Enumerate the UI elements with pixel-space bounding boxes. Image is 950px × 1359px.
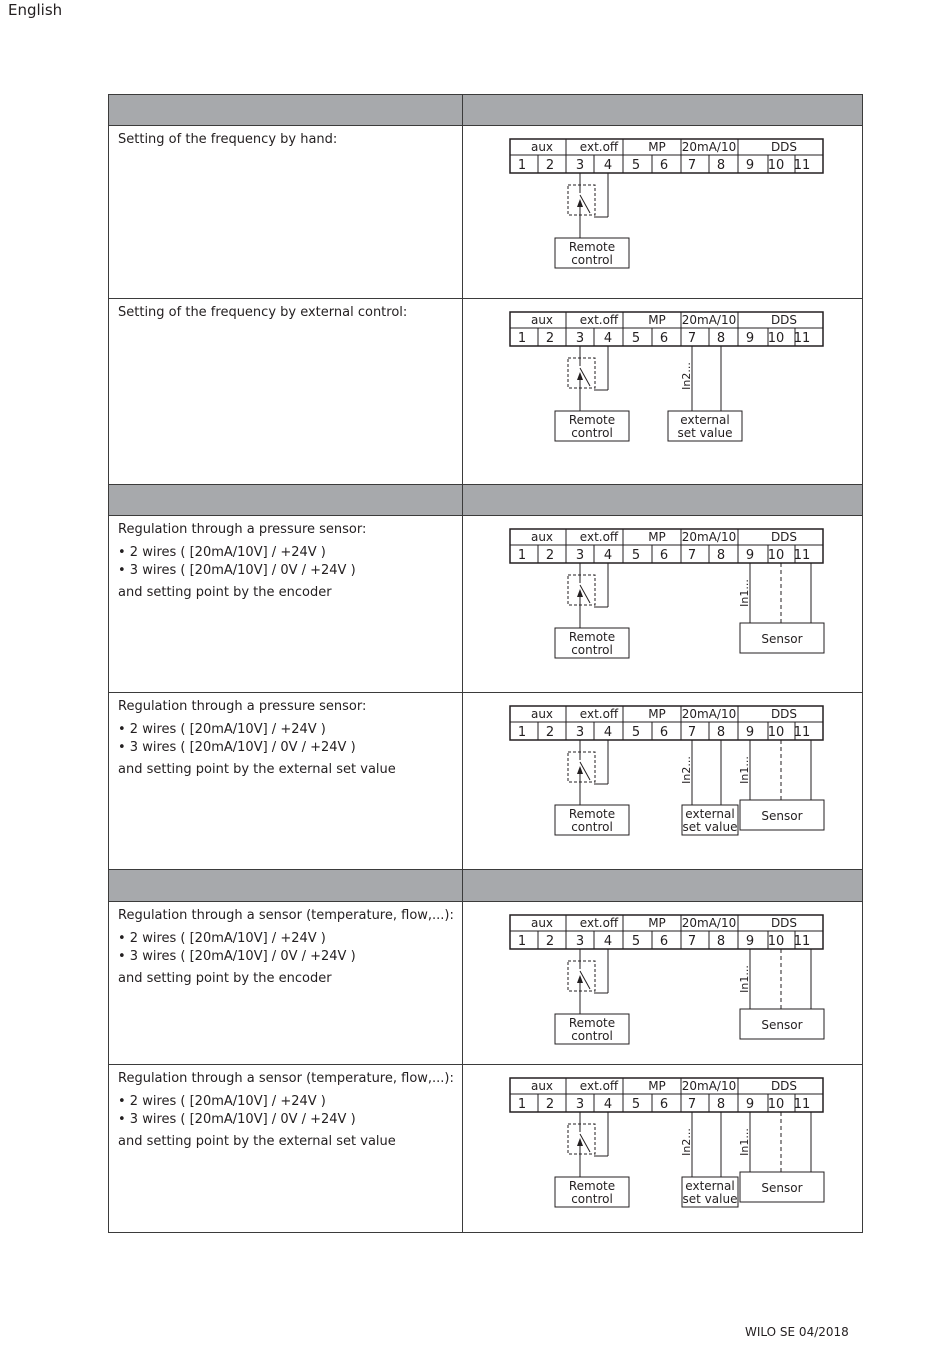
remote-control-label: Remote — [568, 1016, 616, 1030]
terminal-number: 5 — [631, 1097, 641, 1112]
content-row — [109, 1065, 863, 1233]
sensor-wiring — [738, 1112, 824, 1202]
terminal-group-label: 20mA/10 — [681, 530, 737, 544]
terminal-number: 6 — [659, 934, 669, 949]
terminal-group-label: MP — [648, 313, 666, 327]
in1-label: In1... — [738, 1128, 751, 1156]
terminal-number: 1 — [517, 158, 527, 173]
terminal-number: 2 — [545, 331, 555, 346]
remote-control-label: control — [571, 820, 613, 834]
description-cell — [109, 902, 463, 1065]
header-cell — [463, 870, 863, 902]
terminal-number: 2 — [545, 725, 555, 740]
terminal-number: 7 — [687, 934, 697, 949]
terminal-group-label: MP — [648, 1079, 666, 1093]
external-set-value-label: external — [685, 807, 735, 821]
language-label: English — [8, 1, 63, 19]
terminal-number: 10 — [767, 934, 785, 949]
footer-text: WILO SE 04/2018 — [745, 1325, 849, 1339]
wiring-table — [108, 94, 863, 1233]
remote-control-label: control — [571, 1192, 613, 1206]
content-row — [109, 693, 863, 870]
terminal-number: 4 — [603, 1097, 613, 1112]
terminal-group-label: ext.off — [579, 530, 619, 544]
remote-control-label: Remote — [568, 807, 616, 821]
external-set-value-label: set value — [682, 1192, 738, 1206]
terminal-block — [510, 529, 823, 563]
sensor-wiring — [738, 949, 824, 1039]
terminal-group-label: ext.off — [579, 707, 619, 721]
terminal-number: 9 — [745, 331, 755, 346]
in2-label: In2... — [680, 362, 693, 390]
terminal-number: 6 — [659, 331, 669, 346]
terminal-group-label: DDS — [770, 140, 798, 154]
terminal-group-label: aux — [530, 707, 554, 721]
terminal-number: 6 — [659, 548, 669, 563]
terminal-group-label: DDS — [770, 530, 798, 544]
wiring-diagram-cell — [463, 299, 863, 485]
wire-option: • 3 wires ( [20mA/10V] / 0V / +24V ) — [118, 949, 356, 964]
terminal-number: 10 — [767, 158, 785, 173]
description-cell — [109, 126, 463, 299]
wire-options — [118, 721, 462, 757]
terminal-number: 4 — [603, 158, 613, 173]
terminal-group-label: ext.off — [579, 916, 619, 930]
wire-option: • 3 wires ( [20mA/10V] / 0V / +24V ) — [118, 1112, 356, 1127]
terminal-group-label: 20mA/10 — [681, 916, 737, 930]
content-row — [109, 516, 863, 693]
external-set-value-label: set value — [677, 426, 733, 440]
wire-options — [118, 930, 462, 966]
terminal-number: 3 — [575, 158, 585, 173]
wire-option: • 2 wires ( [20mA/10V] / +24V ) — [118, 722, 326, 737]
terminal-number: 10 — [767, 548, 785, 563]
wiring-diagram-cell — [463, 1065, 863, 1233]
remote-control-label: control — [571, 1029, 613, 1043]
remote-control-label: Remote — [568, 630, 616, 644]
terminal-number: 5 — [631, 934, 641, 949]
terminal-number: 5 — [631, 548, 641, 563]
header-cell — [463, 485, 863, 516]
terminal-number: 5 — [631, 331, 641, 346]
description-lead: Regulation through a sensor (temperature, flow,...): — [118, 1071, 454, 1086]
content-row — [109, 299, 863, 485]
terminal-number: 10 — [767, 1097, 785, 1112]
terminal-number: 9 — [745, 548, 755, 563]
description-cell — [109, 1065, 463, 1233]
external-set-value-label: set value — [682, 820, 738, 834]
remote-control-label: Remote — [568, 1179, 616, 1193]
wiring-diagram — [463, 902, 861, 1063]
terminal-number: 2 — [545, 158, 555, 173]
terminal-group-label: 20mA/10 — [681, 140, 737, 154]
terminal-number: 9 — [745, 158, 755, 173]
terminal-group-label: 20mA/10 — [681, 707, 737, 721]
remote-control-wiring — [555, 1112, 629, 1207]
terminal-group-label: DDS — [770, 313, 798, 327]
terminal-group-label: ext.off — [579, 140, 619, 154]
wiring-diagram — [463, 516, 861, 691]
terminal-group-label: 20mA/10 — [681, 1079, 737, 1093]
terminal-group-label: ext.off — [579, 1079, 619, 1093]
terminal-group-label: ext.off — [579, 313, 619, 327]
terminal-number: 6 — [659, 158, 669, 173]
wire-option: • 3 wires ( [20mA/10V] / 0V / +24V ) — [118, 563, 356, 578]
wiring-diagram — [463, 1065, 861, 1231]
terminal-number: 2 — [545, 548, 555, 563]
terminal-group-label: DDS — [770, 916, 798, 930]
description-lead: Regulation through a sensor (temperature, flow,...): — [118, 908, 454, 923]
terminal-number: 11 — [793, 548, 811, 563]
terminal-number: 5 — [631, 725, 641, 740]
terminal-number: 11 — [793, 725, 811, 740]
terminal-number: 10 — [767, 725, 785, 740]
external-set-value-wiring — [680, 1112, 738, 1207]
terminal-group-label: MP — [648, 530, 666, 544]
header-cell — [109, 870, 463, 902]
terminal-block — [510, 139, 823, 173]
terminal-number: 7 — [687, 548, 697, 563]
in2-label: In2... — [680, 1128, 693, 1156]
wire-option: • 2 wires ( [20mA/10V] / +24V ) — [118, 1094, 326, 1109]
wiring-diagram — [463, 299, 861, 483]
description-lead: Setting of the frequency by hand: — [118, 132, 338, 147]
external-set-value-wiring — [668, 346, 742, 441]
wire-option: • 2 wires ( [20mA/10V] / +24V ) — [118, 931, 326, 946]
terminal-block — [510, 1078, 823, 1112]
wire-options — [118, 544, 462, 580]
wire-options — [118, 1093, 462, 1129]
sensor-label: Sensor — [761, 1018, 803, 1032]
terminal-number: 10 — [767, 331, 785, 346]
terminal-number: 4 — [603, 548, 613, 563]
terminal-group-label: MP — [648, 916, 666, 930]
in1-label: In1... — [738, 756, 751, 784]
terminal-group-label: DDS — [770, 1079, 798, 1093]
terminal-number: 3 — [575, 548, 585, 563]
wiring-diagram — [463, 693, 861, 868]
sensor-label: Sensor — [761, 1181, 803, 1195]
description-lead: Setting of the frequency by external control: — [118, 305, 408, 320]
terminal-number: 7 — [687, 725, 697, 740]
description-cell — [109, 299, 463, 485]
section-header-row — [109, 485, 863, 516]
wire-option: • 2 wires ( [20mA/10V] / +24V ) — [118, 545, 326, 560]
setting-point-note: and setting point by the external set value — [118, 1134, 396, 1149]
section-header-row — [109, 95, 863, 126]
wiring-diagram-cell — [463, 902, 863, 1065]
terminal-number: 4 — [603, 331, 613, 346]
terminal-number: 2 — [545, 934, 555, 949]
external-set-value-label: external — [680, 413, 730, 427]
sensor-label: Sensor — [761, 809, 803, 823]
in1-label: In1... — [738, 965, 751, 993]
wiring-diagram-cell — [463, 693, 863, 870]
remote-control-wiring — [555, 173, 629, 268]
sensor-wiring — [738, 740, 824, 830]
terminal-group-label: aux — [530, 916, 554, 930]
terminal-block — [510, 915, 823, 949]
header-cell — [109, 485, 463, 516]
terminal-number: 3 — [575, 1097, 585, 1112]
terminal-number: 11 — [793, 331, 811, 346]
terminal-number: 9 — [745, 1097, 755, 1112]
terminal-number: 3 — [575, 331, 585, 346]
terminal-number: 7 — [687, 331, 697, 346]
remote-control-wiring — [555, 949, 629, 1044]
terminal-group-label: aux — [530, 313, 554, 327]
remote-control-label: control — [571, 253, 613, 267]
terminal-number: 2 — [545, 1097, 555, 1112]
remote-control-label: control — [571, 643, 613, 657]
terminal-number: 6 — [659, 725, 669, 740]
terminal-number: 8 — [716, 725, 726, 740]
content-row — [109, 126, 863, 299]
remote-control-wiring — [555, 346, 629, 441]
remote-control-wiring — [555, 740, 629, 835]
terminal-number: 6 — [659, 1097, 669, 1112]
remote-control-label: Remote — [568, 240, 616, 254]
terminal-number: 3 — [575, 725, 585, 740]
in1-label: In1... — [738, 579, 751, 607]
content-row — [109, 902, 863, 1065]
terminal-number: 4 — [603, 725, 613, 740]
description-cell — [109, 693, 463, 870]
terminal-group-label: aux — [530, 530, 554, 544]
remote-control-wiring — [555, 563, 629, 658]
description-cell — [109, 516, 463, 693]
terminal-number: 3 — [575, 934, 585, 949]
terminal-number: 1 — [517, 934, 527, 949]
terminal-number: 1 — [517, 1097, 527, 1112]
terminal-group-label: DDS — [770, 707, 798, 721]
remote-control-label: Remote — [568, 413, 616, 427]
remote-control-label: control — [571, 426, 613, 440]
sensor-wiring — [738, 563, 824, 653]
terminal-group-label: aux — [530, 140, 554, 154]
terminal-number: 1 — [517, 725, 527, 740]
terminal-block — [510, 312, 823, 346]
terminal-number: 4 — [603, 934, 613, 949]
terminal-number: 8 — [716, 331, 726, 346]
setting-point-note: and setting point by the external set value — [118, 762, 396, 777]
terminal-number: 11 — [793, 934, 811, 949]
description-lead: Regulation through a pressure sensor: — [118, 522, 367, 537]
terminal-number: 7 — [687, 158, 697, 173]
wiring-diagram-cell — [463, 126, 863, 299]
terminal-number: 1 — [517, 548, 527, 563]
terminal-number: 7 — [687, 1097, 697, 1112]
setting-point-note: and setting point by the encoder — [118, 971, 332, 986]
external-set-value-wiring — [680, 740, 738, 835]
terminal-number: 8 — [716, 158, 726, 173]
description-lead: Regulation through a pressure sensor: — [118, 699, 367, 714]
section-header-row — [109, 870, 863, 902]
terminal-number: 9 — [745, 725, 755, 740]
setting-point-note: and setting point by the encoder — [118, 585, 332, 600]
sensor-label: Sensor — [761, 632, 803, 646]
header-cell — [463, 95, 863, 126]
wiring-diagram — [463, 126, 861, 297]
terminal-number: 11 — [793, 158, 811, 173]
terminal-number: 1 — [517, 331, 527, 346]
in2-label: In2... — [680, 756, 693, 784]
terminal-number: 5 — [631, 158, 641, 173]
terminal-number: 8 — [716, 1097, 726, 1112]
terminal-number: 8 — [716, 934, 726, 949]
terminal-group-label: MP — [648, 140, 666, 154]
terminal-number: 9 — [745, 934, 755, 949]
wire-option: • 3 wires ( [20mA/10V] / 0V / +24V ) — [118, 740, 356, 755]
terminal-number: 11 — [793, 1097, 811, 1112]
terminal-number: 8 — [716, 548, 726, 563]
external-set-value-label: external — [685, 1179, 735, 1193]
wiring-diagram-cell — [463, 516, 863, 693]
terminal-group-label: MP — [648, 707, 666, 721]
terminal-group-label: aux — [530, 1079, 554, 1093]
terminal-group-label: 20mA/10 — [681, 313, 737, 327]
header-cell — [109, 95, 463, 126]
terminal-block — [510, 706, 823, 740]
